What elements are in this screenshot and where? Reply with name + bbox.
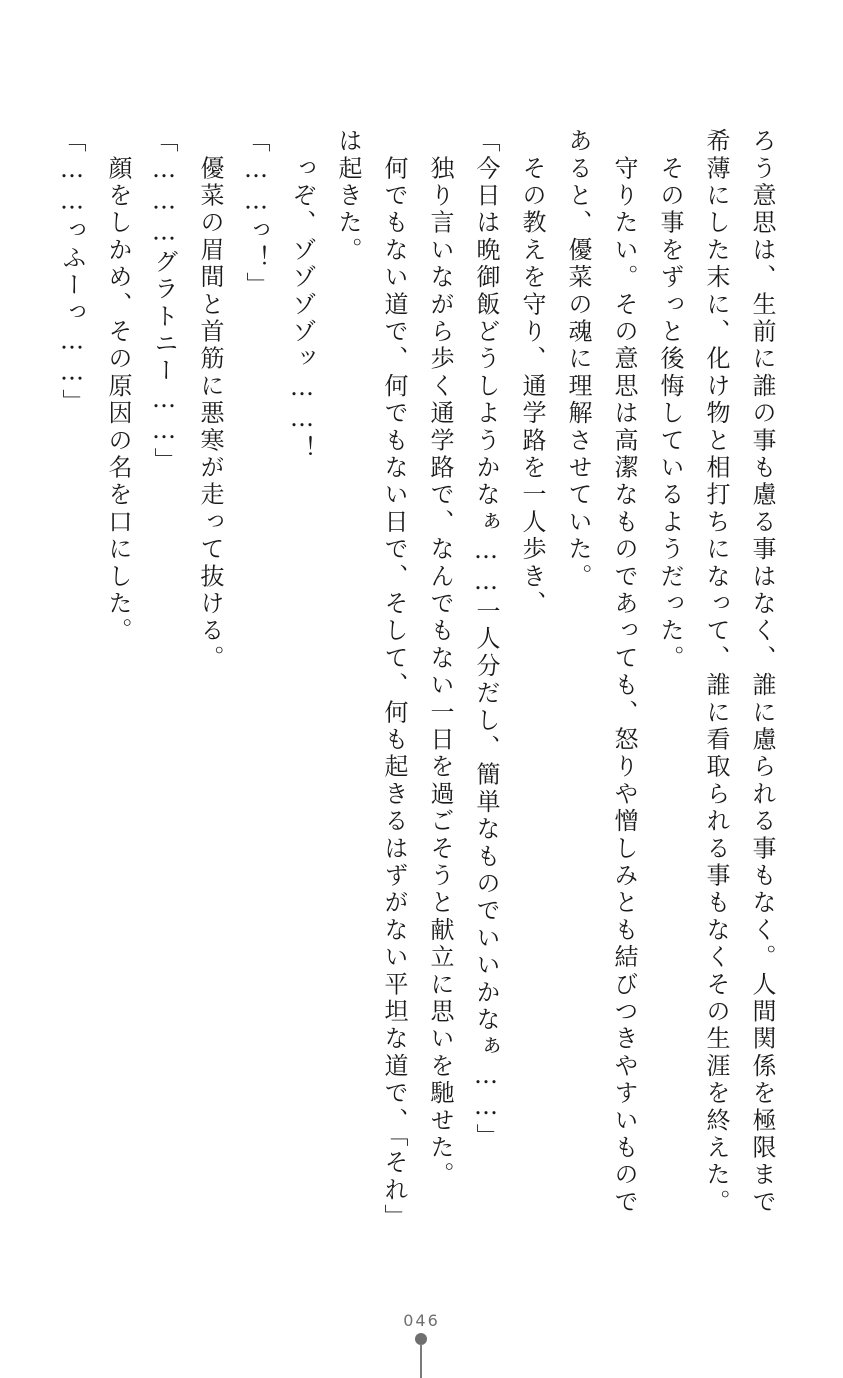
text-line: あると、優菜の魂に理解させていた。 xyxy=(564,128,592,591)
text-line: 顔をしかめ、その原因の名を口にした。 xyxy=(104,128,132,645)
text-line: 「……っ！」 xyxy=(242,128,270,300)
text-line: ろう意思は、生前に誰の事も慮る事はなく、誰に慮られる事もなく。人間関係を極限まで xyxy=(748,128,776,1216)
text-line: その事をずっと後悔しているようだった。 xyxy=(656,128,684,672)
text-line: っぞ、ゾゾゾゾッ……！ xyxy=(288,128,316,463)
text-line: 「……っふーっ……」 xyxy=(58,128,86,416)
text-line: その教えを守り、通学路を一人歩き、 xyxy=(518,128,546,618)
text-line: 優菜の眉間と首筋に悪寒が走って抜ける。 xyxy=(196,128,224,672)
text-line: 「………グラトニー……」 xyxy=(150,128,178,475)
text-line: 何でもない道で、何でもない日で、そして、何も起きるはずがない平坦な道で、「それ」 xyxy=(380,128,408,1232)
text-line: 守りたい。その意思は高潔なものであっても、怒りや憎しみとも結びつきやすいもので xyxy=(610,128,638,1216)
text-line: 希薄にした末に、化け物と相打ちになって、誰に看取られる事もなくその生涯を終えた。 xyxy=(702,128,730,1216)
vertical-text-body xyxy=(49,128,785,1248)
text-line: 「今日は晩御飯どうしようかなぁ……一人分だし、簡単なものでいいかなぁ……」 xyxy=(472,128,500,1151)
page-marker-line xyxy=(420,1344,422,1378)
page-number: 046 xyxy=(403,1311,440,1330)
text-line: は起きた。 xyxy=(334,128,362,264)
text-line: 独り言いながら歩く通学路で、なんでもない一日を過ごそうと献立に思いを馳せた。 xyxy=(426,128,454,1189)
